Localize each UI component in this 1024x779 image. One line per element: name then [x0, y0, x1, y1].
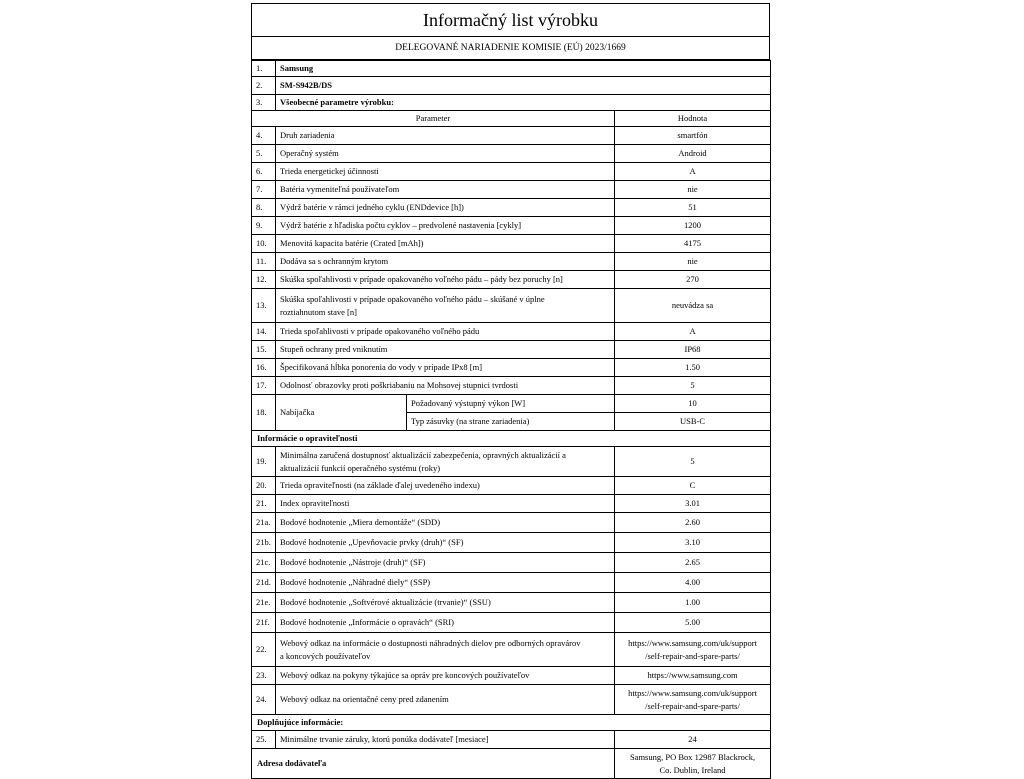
parameter-label: Výdrž batérie v rámci jedného cyklu (ENDdevice [h]) — [276, 199, 615, 217]
parameter-label: Batéria vymeniteľná používateľom — [276, 181, 615, 199]
parameter-label: Trieda energetickej účinnosti — [276, 163, 615, 181]
parameter-label: Minimálne trvanie záruky, ktorú ponúka dodávateľ [mesiace] — [276, 731, 615, 749]
label-line: Minimálna zaručená dostupnosť aktualizácií zabezpečenia, opravných aktualizácií a — [280, 449, 566, 460]
table-row — [252, 95, 771, 111]
table-row — [252, 199, 771, 217]
parameter-label: Webový odkaz na orientačné ceny pred zdanením — [276, 685, 615, 715]
section-row — [252, 431, 771, 447]
parameter-value: 5 — [615, 447, 771, 477]
row-number: 16. — [252, 359, 276, 377]
parameter-value: 1.00 — [615, 593, 771, 613]
table-row — [252, 495, 771, 513]
charger-row — [252, 395, 771, 413]
table-row — [252, 359, 771, 377]
row-number: 23. — [252, 667, 276, 685]
parameter-value — [615, 685, 771, 715]
row-number: 1. — [252, 61, 276, 77]
row-number: 12. — [252, 271, 276, 289]
parameter-value: 4175 — [615, 235, 771, 253]
table-row — [252, 235, 771, 253]
table-row — [252, 667, 771, 685]
table-row — [252, 477, 771, 495]
label-line: Webový odkaz na informácie o dostupnosti náhradných dielov pre odborných opravárov — [280, 637, 581, 648]
row-number: 21b. — [252, 533, 276, 553]
label-line: roztiahnutom stave [n] — [280, 306, 357, 317]
parameter-value: 4.00 — [615, 573, 771, 593]
parameter-value: smartfón — [615, 127, 771, 145]
parameter-value: A — [615, 323, 771, 341]
parameter-label: Menovitá kapacita batérie (Crated [mAh]) — [276, 235, 615, 253]
row-number: 21e. — [252, 593, 276, 613]
row-number: 21f. — [252, 613, 276, 633]
row-number: 20. — [252, 477, 276, 495]
brand-name: Samsung — [276, 61, 771, 77]
row-number: 15. — [252, 341, 276, 359]
prices-link[interactable]: /self-repair-and-spare-parts/ — [645, 700, 740, 711]
row-number: 3. — [252, 95, 276, 111]
table-row — [252, 145, 771, 163]
row-number: 19. — [252, 447, 276, 477]
parameter-value: 5 — [615, 377, 771, 395]
parameter-label: Trieda spoľahlivosti v prípade opakovaného voľného pádu — [276, 323, 615, 341]
parameter-column-header: Parameter — [252, 111, 615, 127]
table-row — [252, 127, 771, 145]
parameter-value: 3.01 — [615, 495, 771, 513]
table-row — [252, 341, 771, 359]
row-number: 5. — [252, 145, 276, 163]
parameter-label: Druh zariadenia — [276, 127, 615, 145]
row-number: 21. — [252, 495, 276, 513]
supplier-address-label: Adresa dodávateľa — [252, 749, 615, 779]
table-row — [252, 61, 771, 77]
repair-instructions-link[interactable]: https://www.samsung.com — [615, 667, 771, 685]
parameter-value: 5.00 — [615, 613, 771, 633]
label-line: a koncových používateľov — [280, 650, 371, 661]
parameter-value: 24 — [615, 731, 771, 749]
value-column-header: Hodnota — [615, 111, 771, 127]
parameter-label: Bodové hodnotenie „Miera demontáže“ (SDD) — [276, 513, 615, 533]
table-row — [252, 613, 771, 633]
row-number: 4. — [252, 127, 276, 145]
repairability-heading: Informácie o opraviteľnosti — [252, 431, 771, 447]
parameter-label: Bodové hodnotenie „Informácie o opravách“ (SRI) — [276, 613, 615, 633]
parameter-value: nie — [615, 253, 771, 271]
row-number: 14. — [252, 323, 276, 341]
parameter-label: Odolnosť obrazovky proti poškriabaniu na Mohsovej stupnici tvrdosti — [276, 377, 615, 395]
parameter-label — [276, 447, 615, 477]
label-line: Skúška spoľahlivosti v prípade opakovaného voľného pádu – skúšané v úplne — [280, 293, 545, 304]
row-number: 21c. — [252, 553, 276, 573]
table-row — [252, 271, 771, 289]
parameter-value: A — [615, 163, 771, 181]
section-row — [252, 715, 771, 731]
table-row — [252, 633, 771, 667]
parameter-label: Dodáva sa s ochranným krytom — [276, 253, 615, 271]
parameter-value: C — [615, 477, 771, 495]
spare-parts-link[interactable]: https://www.samsung.com/uk/support — [628, 637, 757, 648]
table-row — [252, 217, 771, 235]
spare-parts-link[interactable]: /self-repair-and-spare-parts/ — [645, 650, 740, 661]
parameter-value: 3.10 — [615, 533, 771, 553]
parameter-value: 2.65 — [615, 553, 771, 573]
additional-info-heading: Doplňujúce informácie: — [252, 715, 771, 731]
parameter-value: Android — [615, 145, 771, 163]
parameter-label: Operačný systém — [276, 145, 615, 163]
parameter-value: neuvádza sa — [615, 289, 771, 323]
parameter-label: Bodové hodnotenie „Náhradné diely“ (SSP) — [276, 573, 615, 593]
row-number: 2. — [252, 77, 276, 95]
table-row — [252, 513, 771, 533]
charger-sub-value: USB-C — [615, 413, 771, 431]
address-line: Samsung, PO Box 12987 Blackrock, — [629, 751, 756, 762]
row-number: 22. — [252, 633, 276, 667]
charger-sub-label: Typ zásuvky (na strane zariadenia) — [407, 413, 615, 431]
row-number: 17. — [252, 377, 276, 395]
table-row — [252, 749, 771, 779]
table-row — [252, 377, 771, 395]
parameter-label: Trieda opraviteľnosti (na základe ďalej uvedeného indexu) — [276, 477, 615, 495]
parameter-value: IP68 — [615, 341, 771, 359]
product-info-sheet — [251, 3, 770, 779]
table-row — [252, 573, 771, 593]
parameter-label — [276, 289, 615, 323]
parameter-label — [276, 633, 615, 667]
table-row — [252, 533, 771, 553]
parameter-label: Špecifikovaná hĺbka ponorenia do vody v prípade IPx8 [m] — [276, 359, 615, 377]
table-row — [252, 77, 771, 95]
parameter-value: nie — [615, 181, 771, 199]
table-row — [252, 731, 771, 749]
supplier-address-value — [615, 749, 771, 779]
parameter-value: 51 — [615, 199, 771, 217]
parameter-label: Výdrž batérie z hľadiska počtu cyklov – predvolené nastavenia [cykly] — [276, 217, 615, 235]
prices-link[interactable]: https://www.samsung.com/uk/support — [628, 687, 757, 698]
parameter-value: 1.50 — [615, 359, 771, 377]
table-header-row — [252, 111, 771, 127]
charger-sub-value: 10 — [615, 395, 771, 413]
table-row — [252, 163, 771, 181]
table-row — [252, 289, 771, 323]
charger-sub-label: Požadovaný výstupný výkon [W] — [407, 395, 615, 413]
row-number: 10. — [252, 235, 276, 253]
parameter-value — [615, 633, 771, 667]
parameter-value: 2.60 — [615, 513, 771, 533]
parameter-label: Bodové hodnotenie „Upevňovacie prvky (druh)“ (SF) — [276, 533, 615, 553]
table-row — [252, 181, 771, 199]
parameter-label: Index opraviteľnosti — [276, 495, 615, 513]
row-number: 8. — [252, 199, 276, 217]
row-number: 9. — [252, 217, 276, 235]
row-number: 7. — [252, 181, 276, 199]
charger-label: Nabíjačka — [276, 395, 407, 431]
table-row — [252, 553, 771, 573]
row-number: 24. — [252, 685, 276, 715]
row-number: 21a. — [252, 513, 276, 533]
parameter-value: 270 — [615, 271, 771, 289]
parameter-label: Skúška spoľahlivosti v prípade opakovaného voľného pádu – pády bez poruchy [n] — [276, 271, 615, 289]
parameter-label: Stupeň ochrany pred vniknutím — [276, 341, 615, 359]
table-row — [252, 685, 771, 715]
label-line: aktualizácií funkcií operačného systému (roky) — [280, 462, 441, 473]
general-parameters-heading: Všeobecné parametre výrobku: — [276, 95, 771, 111]
row-number: 18. — [252, 395, 276, 431]
product-table — [251, 60, 771, 779]
address-line: Co. Dublin, Ireland — [659, 764, 726, 775]
row-number: 13. — [252, 289, 276, 323]
parameter-label: Bodové hodnotenie „Softvérové aktualizácie (trvanie)“ (SSU) — [276, 593, 615, 613]
parameter-value: 1200 — [615, 217, 771, 235]
sheet-title: Informačný list výrobku — [251, 3, 770, 37]
row-number: 11. — [252, 253, 276, 271]
table-row — [252, 323, 771, 341]
row-number: 25. — [252, 731, 276, 749]
parameter-label: Webový odkaz na pokyny týkajúce sa opráv pre koncových používateľov — [276, 667, 615, 685]
model-identifier: SM-S942B/DS — [276, 77, 771, 95]
table-row — [252, 593, 771, 613]
parameter-label: Bodové hodnotenie „Nástroje (druh)“ (SF) — [276, 553, 615, 573]
row-number: 6. — [252, 163, 276, 181]
row-number: 21d. — [252, 573, 276, 593]
regulation-subtitle: DELEGOVANÉ NARIADENIE KOMISIE (EÚ) 2023/1669 — [251, 37, 770, 60]
table-row — [252, 447, 771, 477]
table-row — [252, 253, 771, 271]
